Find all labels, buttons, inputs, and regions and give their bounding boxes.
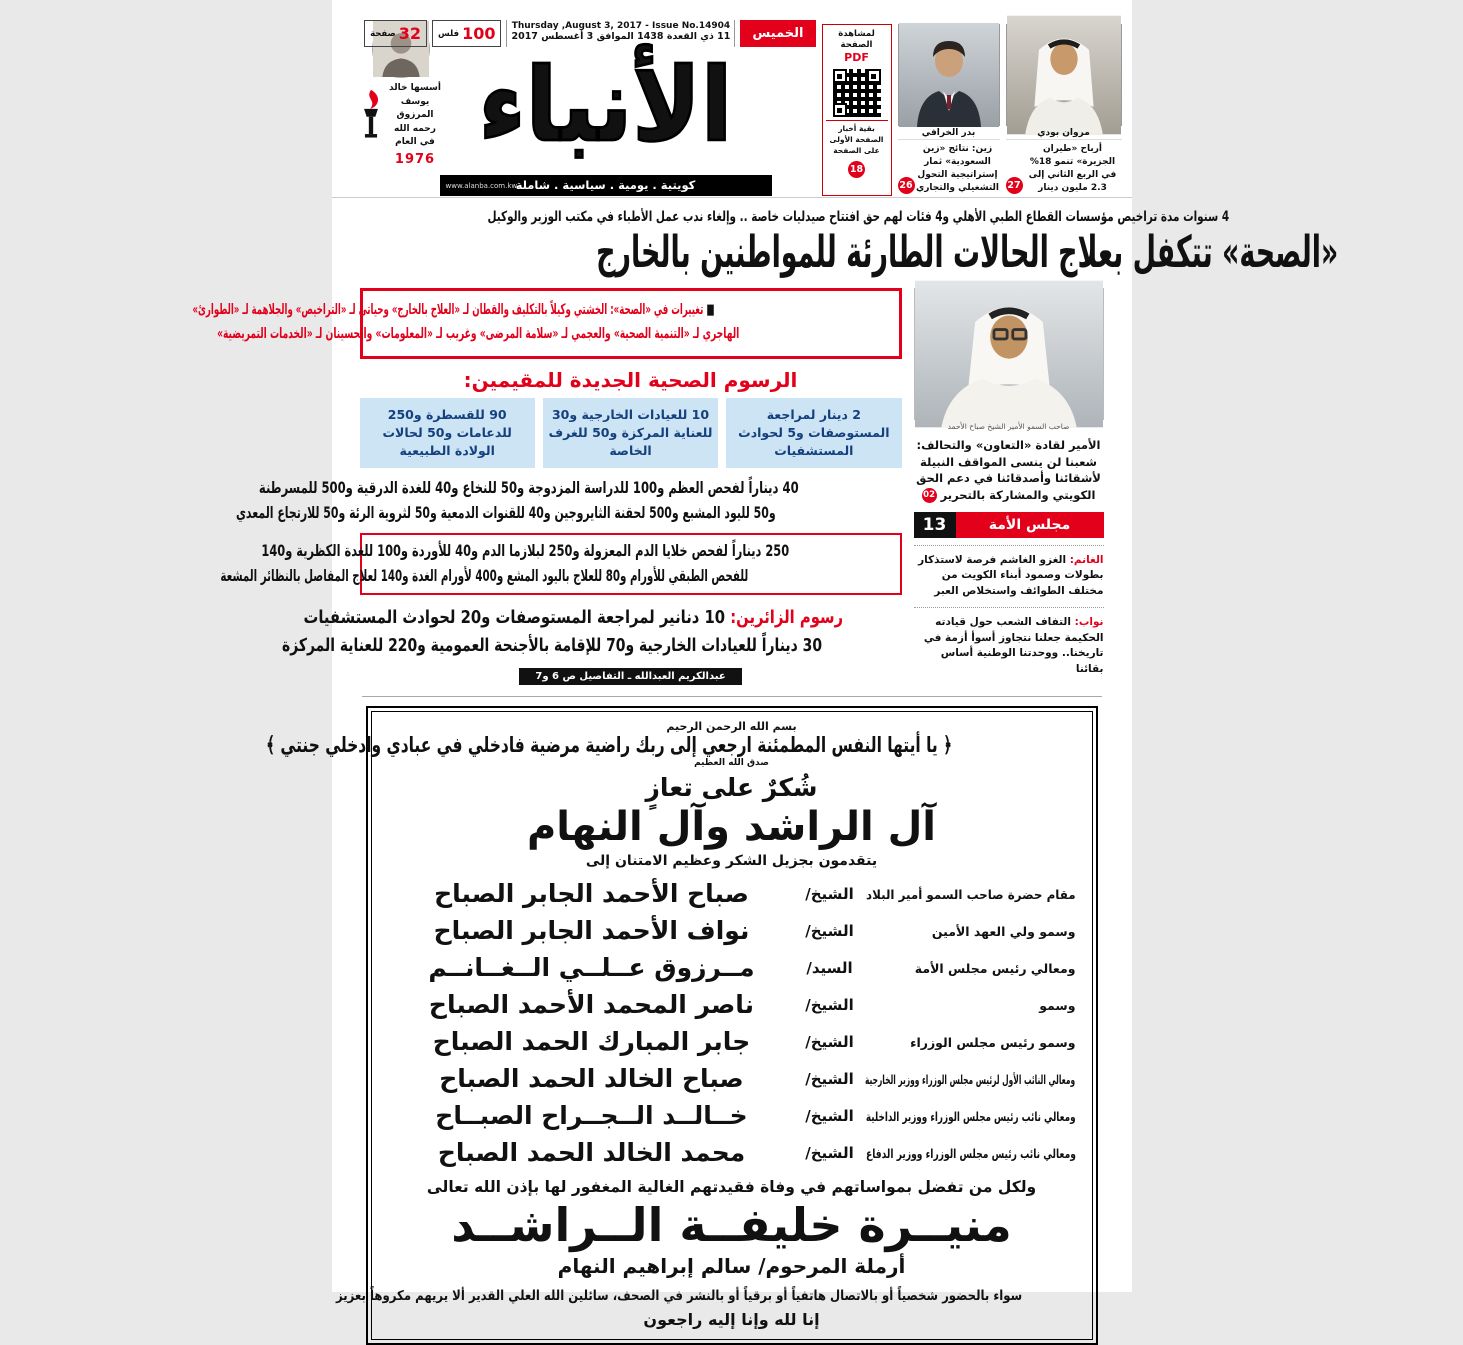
dignitary-row [388, 986, 1076, 1023]
dignitary-title: الشيخ/ [805, 1143, 854, 1162]
appointments-line1-text: تغييرات في «الصحة»: الخشتي وكيلاً بالتكليف والقطان لـ «العلاج بالخارج» وحياتي لـ «التراخيص» والجلاهمة لـ «الطوارئ» [192, 302, 703, 318]
newspaper-front-page [192, 0, 1338, 1330]
fee-box-clinics: 2 دينار لمراجعة المستوصفات و5 لحوادث المستشفيات [726, 398, 901, 468]
footer-calligraphy: إنا لله وإنا إليه راجعون [643, 1310, 820, 1330]
dignitary-title: الشيخ/ [805, 995, 854, 1014]
byline: عبدالكريم العبدالله ـ التفاصيل ص 6 و7 [519, 668, 741, 685]
visitor-fees-label: رسوم الزائرين: [730, 607, 844, 629]
majlis-page-number[interactable]: 13 [914, 512, 956, 538]
fee-box-procedures: 90 للقسطرة و250 للدعامات و50 لحالات الولادة الطبيعية [360, 398, 535, 468]
widow-of-line: أرملة المرحوم/ سالم إبراهيم النهام [557, 1254, 906, 1279]
main-content [192, 198, 1338, 1345]
brief-mps [914, 607, 1104, 678]
dignitary-label: مقام حضرة صاحب السمو أمير البلاد [865, 887, 1076, 903]
teaser-headline-text: زين: نتائج «زين السعودية» ثمار إستراتيجية التحول التشغيلي والتجاري [916, 144, 999, 194]
fees-redbox-paragraph [220, 533, 902, 596]
condolers-line [388, 1177, 1076, 1196]
teaser-headline [898, 140, 1000, 195]
dignitary-label: وسمو ولي العهد الأمين [931, 924, 1076, 940]
dignitary-row [388, 1134, 1076, 1171]
majlis-title: مجلس الأمة [956, 512, 1104, 538]
dignitary-name: نواف الأحمد الجابر الصباح [433, 916, 750, 946]
pdf-label: PDF [844, 51, 869, 65]
dignitary-name: صباح الأحمد الجابر الصباح [434, 879, 749, 909]
torch-logo-icon [358, 82, 384, 148]
deceased-name [388, 1198, 1076, 1252]
thanks-title: شُكرٌ على تعازٍ [645, 773, 818, 803]
teaser-headline-text: أرباح «طيران الجزيرة» تنمو 18% في الربع الثاني إلى 2.3 مليون دينار [1028, 144, 1117, 194]
fee-box-outpatient: 10 للعيادات الخارجية و30 للعناية المركزة و50 للغرف الخاصة [543, 398, 718, 468]
deceased-name-text: منيــرة خليفــة الــراشــد [451, 1198, 1012, 1253]
dignitary-name: صباح الخالد الحمد الصباح [439, 1064, 744, 1094]
dignitary-title: الشيخ/ [805, 884, 854, 903]
kicker-row [360, 206, 1229, 225]
price-unit: فلس [438, 28, 460, 39]
main-headline-row [360, 227, 1338, 278]
visitor-fees [282, 604, 902, 660]
dignitary-name: جابر المبارك الحمد الصباح [432, 1027, 751, 1057]
pdf-box-title-text: لمشاهدة الصفحة [838, 29, 875, 51]
dignitary-label: وسمو [1039, 998, 1076, 1014]
families-title [388, 804, 1076, 850]
tagline-bar [440, 175, 772, 196]
fees-paragraph [235, 476, 902, 526]
pages-box [364, 20, 427, 47]
section-divider [362, 696, 1102, 697]
price-box [432, 20, 501, 47]
condolers-line-text: ولكل من تفضل بمواساتهم في وفاة فقيدتهم الغالية المغفور لها بإذن الله تعالى [426, 1178, 1037, 1197]
closing-line [336, 1285, 1076, 1305]
right-column [914, 288, 1104, 685]
logo-area [440, 46, 772, 196]
amir-story-text: الأمير لقادة «التعاون» والتحالف: شعبنا لن ينسى المواقف النبيلة لأشقائنا وأصدقائنا في دعم الحق الكويتي والمشاركة بالتحرير [916, 438, 1101, 503]
fees-boxes-row [360, 398, 902, 468]
quran-verse-text: ﴿ يا أيتها النفس المطمئنة ارجعي إلى ربك راضية مرضية فادخلي في عبادي وادخلي جنتي ﴾ [266, 733, 953, 758]
pages-unit: صفحة [370, 28, 396, 39]
dignitary-title: الشيخ/ [805, 1069, 854, 1088]
brief-lead: نواب: [1074, 615, 1104, 628]
brief-ghanim [914, 545, 1104, 600]
appointments-line1 [192, 299, 714, 323]
verse-footer: صدق الله العظيم [694, 758, 769, 769]
page-badge[interactable]: 27 [1006, 177, 1023, 194]
date-english: Thursday ,August 3, 2017 - Issue No.14904 [511, 21, 731, 31]
fees-redbox-line1: 250 ديناراً لفحص خلايا الدم المعزولة و250 لبلازما الدم و40 للأوردة و100 للغدة الكظرية و140 [261, 540, 790, 560]
appointments-line2: الهاجري لـ «التنمية الصحية» والعجمي لـ «سلامة المرضى» وغريب لـ «المعلومات» والحسينان لـ «الخدمات التمريضية» [217, 325, 740, 342]
page-badge[interactable]: 26 [898, 177, 915, 194]
founder-text: أسسها خالد يوسف المرزوق رحمه الله في العام [389, 83, 441, 147]
dignitary-title: الشيخ/ [805, 921, 854, 940]
teaser-person-name: بدر الخرافي [898, 126, 1000, 140]
visitor-fees-line2: 30 ديناراً للعيادات الخارجية و70 للإقامة بالأجنحة العمومية و220 للعناية المركزة [282, 635, 823, 657]
price-value: 100 [462, 24, 496, 43]
obituary-box [266, 706, 1098, 1345]
teaser-photo [898, 24, 1000, 126]
tagline: كويتية . يومية . سياسية . شاملة [515, 178, 696, 192]
dignitary-name: خــالــد الــجــراح الصبــاح [435, 1101, 748, 1131]
brief-text: التفاف الشعب حول قيادته الحكيمة جعلنا نتجاوز أسوأ أزمة في تاريخنا.. ووحدتنا الوطنية أساس بقائنا [923, 615, 1104, 676]
day-box: الخميس [740, 20, 815, 47]
fees-paragraph-line2: و50 لليود المشبع و500 لحقنة الثايروجين و40 للقنوات الدمعية و50 لثروية الرئة و50 للارتجاع المعدي [235, 503, 776, 523]
dignitary-name: مــرزوق عــلــي الــغــانــم [428, 953, 755, 983]
bismillah: بسم الله الرحمن الرحيم [666, 720, 797, 734]
pages-value: 32 [398, 24, 421, 43]
visitor-fees-text: 10 دنانير لمراجعة المستوصفات و20 لحوادث المستشفيات [303, 607, 726, 629]
fees-heading: الرسوم الصحية الجديدة للمقيمين: [463, 367, 798, 392]
closing-line-text: سواء بالحضور شخصياً أو بالاتصال هاتفياً أو برقياً أو بالنشر في الصحف، سائلين الله العلي القدير ألا يريهم مكروهاً بعزيز [336, 1288, 1023, 1305]
dignitary-row [388, 1023, 1076, 1060]
dignitary-label: وسمو رئيس مجلس الوزراء [910, 1035, 1076, 1051]
dignitary-name: ناصر المحمد الأحمد الصباح [428, 990, 755, 1020]
pdf-box-note: بقية أخبار الصفحة الأولى على الصفحة [826, 120, 888, 157]
newspaper-logo: الأنباء [478, 46, 733, 165]
date-block [506, 20, 735, 47]
teaser-photo [1006, 24, 1122, 126]
teaser-headline [1006, 140, 1122, 195]
pdf-qr-box[interactable] [822, 24, 892, 196]
dignitary-row [388, 949, 1076, 986]
main-headline: «الصحة» تتكفل بعلاج الحالات الطارئة للمواطنين بالخارج [595, 227, 1338, 278]
dignitary-title: الشيخ/ [805, 1032, 854, 1051]
quran-verse [266, 733, 1076, 758]
founder-year: 1976 [394, 151, 436, 167]
qr-code [833, 69, 881, 117]
brief-text: الغزو الغاشم فرصة لاستذكار بطولات وصمود أبناء الكويت من مختلف الطوائف واستخلاص العبر [918, 553, 1104, 598]
amir-portrait-icon [915, 289, 1103, 419]
appointments-box [192, 288, 902, 359]
amir-story [914, 437, 1104, 504]
fees-redbox-line2: للفحص الطبقي للأورام و80 للعلاج باليود المشع و400 لأورام الغدة و140 لعلاج المفاصل بالنظائر المشعة [220, 565, 749, 585]
website-link[interactable]: www.alanba.com.kw [445, 181, 518, 190]
families-title-text: آل الراشد وآل النهام [526, 804, 937, 851]
top-strip [370, 20, 816, 47]
masthead [332, 0, 1132, 198]
square-bullet-icon: ■ [705, 302, 715, 318]
pdf-box-title [826, 29, 888, 65]
page-badge[interactable]: 18 [848, 161, 865, 178]
dignitary-label: ومعالي نائب رئيس مجلس الوزراء ووزير الداخلية [865, 1109, 1076, 1125]
dignitary-name: محمد الخالد الحمد الصباح [437, 1138, 746, 1168]
dignitary-row [388, 875, 1076, 912]
page-badge[interactable]: 02 [922, 488, 937, 503]
thanks-intro: يتقدمون بجزيل الشكر وعظيم الامتنان إلى [585, 853, 878, 870]
dignitary-row [388, 1097, 1076, 1134]
amir-photo [914, 288, 1104, 420]
amir-photo-caption: صاحب السمو الأمير الشيخ صباح الأحمد [947, 422, 1070, 431]
dignitary-row [388, 1060, 1076, 1097]
teaser-person-name: مروان بودي [1006, 126, 1122, 140]
brief-lead: الغانم: [1069, 553, 1104, 566]
teaser-marwan-boodai[interactable] [1006, 24, 1122, 195]
teaser-badr-alkharafi[interactable] [898, 24, 1000, 195]
date-arabic: 11 ذي القعدة 1438 الموافق 3 أغسطس 2017 [511, 31, 731, 42]
dignitary-row [388, 912, 1076, 949]
dignitary-title: السيد/ [806, 958, 853, 977]
dignitary-label: ومعالي النائب الأول لرئيس مجلس الوزراء ووزير الخارجية [865, 1072, 1076, 1088]
majlis-banner [914, 512, 1104, 538]
dignitary-label: ومعالي رئيس مجلس الأمة [914, 961, 1076, 977]
visitor-fees-line1 [303, 604, 843, 632]
founder-note [387, 82, 444, 169]
person-photo-icon [899, 25, 999, 125]
lead-story-column [192, 288, 902, 685]
dignitary-label: ومعالي نائب رئيس مجلس الوزراء ووزير الدفاع [865, 1146, 1076, 1162]
fees-paragraph-line1: 40 ديناراً لفحص العظم و100 للدراسة المزدوجة و50 للنخاع و40 للغدة الدرقية و500 للمسرطنة [258, 478, 799, 498]
kicker: 4 سنوات مدة تراخيص مؤسسات القطاع الطبي الأهلي و4 فئات لهم حق افتتاح صيدليات خاصة .. وإلغاء ندب عمل الأطباء في مكتب الوزير والوكيل [486, 209, 1229, 225]
dignitary-title: الشيخ/ [805, 1106, 854, 1125]
person-photo-icon [1007, 25, 1121, 125]
